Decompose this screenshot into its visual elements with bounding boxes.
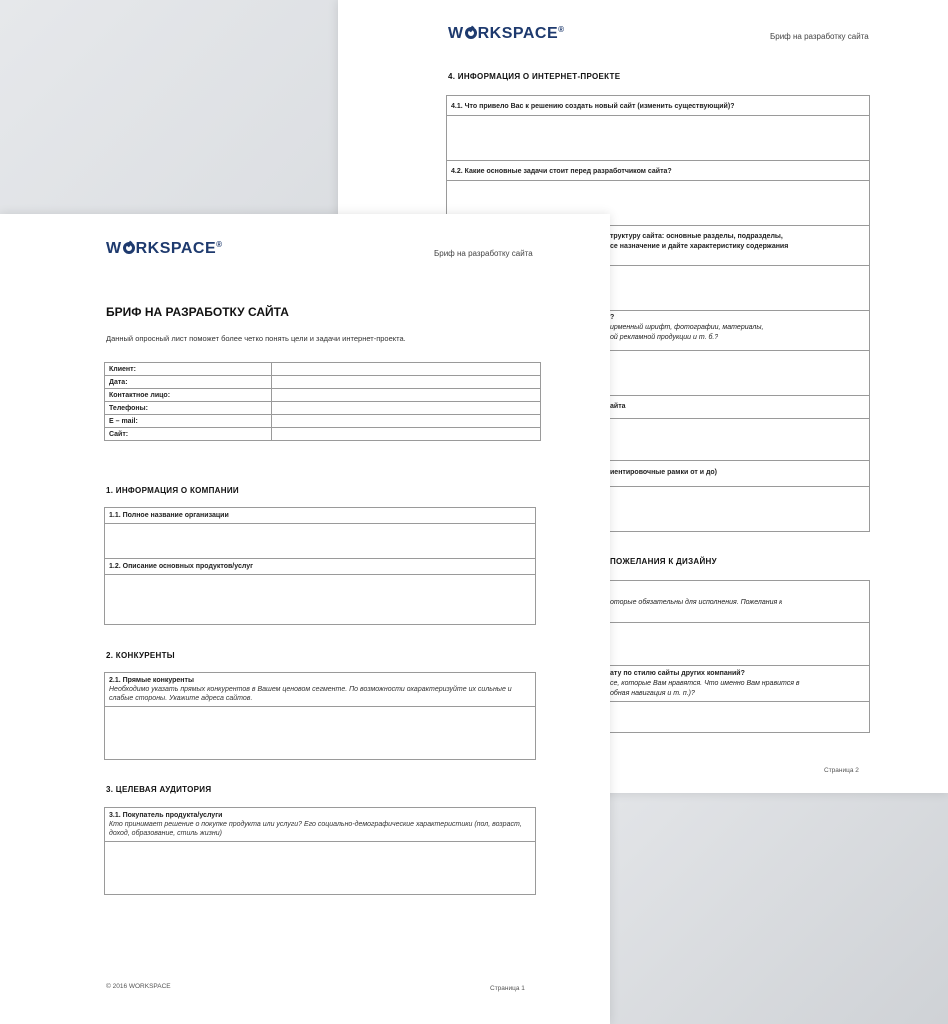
page-title: БРИФ НА РАЗРАБОТКУ САЙТА bbox=[106, 305, 289, 319]
info-value-field[interactable] bbox=[272, 389, 541, 402]
section-3-title: 3. ЦЕЛЕВАЯ АУДИТОРИЯ bbox=[106, 785, 212, 794]
info-value-field[interactable] bbox=[272, 376, 541, 389]
info-value-field[interactable] bbox=[272, 415, 541, 428]
answer-1-2-field[interactable] bbox=[105, 575, 535, 621]
section-4-title: 4. ИНФОРМАЦИЯ О ИНТЕРНЕТ-ПРОЕКТЕ bbox=[448, 72, 621, 81]
question-4-4-fragment-b: ирменный шрифт, фотографии, материалы, bbox=[610, 324, 764, 331]
header-doc-title: Бриф на разработку сайта bbox=[770, 32, 869, 41]
info-row bbox=[105, 415, 541, 428]
question-5-2-fragment-c: обная навигация и т. п.)? bbox=[610, 690, 695, 697]
document-page-1 bbox=[0, 214, 610, 1024]
info-row bbox=[105, 363, 541, 376]
info-value-field[interactable] bbox=[272, 428, 541, 441]
info-value-field[interactable] bbox=[272, 402, 541, 415]
workspace-logo: W RKSPACE® bbox=[106, 240, 223, 257]
workspace-logo: W RKSPACE® bbox=[448, 25, 565, 42]
info-label: Клиент: bbox=[105, 363, 272, 376]
question-4-4-fragment-a: ? bbox=[610, 314, 615, 321]
question-4-1: 4.1. Что привело Вас к решению создать новый сайт (изменить существующий)? bbox=[451, 103, 735, 110]
section-2-title: 2. КОНКУРЕНТЫ bbox=[106, 651, 175, 660]
logo-ring-icon bbox=[465, 27, 477, 39]
page-1-number: Страница 1 bbox=[490, 985, 525, 992]
client-info-table bbox=[104, 362, 541, 441]
question-4-4-fragment-c: ой рекламной продукции и т. б.? bbox=[610, 334, 719, 341]
logo-ring-icon bbox=[123, 242, 135, 254]
answer-1-1-field[interactable] bbox=[105, 524, 535, 558]
info-value-field[interactable] bbox=[272, 363, 541, 376]
competitors-box bbox=[104, 672, 536, 760]
info-row bbox=[105, 428, 541, 441]
copyright: © 2016 WORKSPACE bbox=[106, 983, 171, 990]
question-4-3-fragment-a: труктуру сайта: основные разделы, подразделы, bbox=[610, 233, 783, 240]
question-5-1-fragment: оторые обязательны для исполнения. Пожелания к bbox=[610, 599, 783, 606]
info-label: Дата: bbox=[105, 376, 272, 389]
header-doc-title: Бриф на разработку сайта bbox=[434, 249, 533, 258]
info-label: E – mail: bbox=[105, 415, 272, 428]
question-5-2-fragment-a: ату по стилю сайты других компаний? bbox=[610, 670, 745, 677]
company-info-box bbox=[104, 507, 536, 625]
info-row bbox=[105, 389, 541, 402]
question-3-1: 3.1. Покупатель продукта/услуги Кто принимает решение о покупке продукта или услуги? Его социально-демографические характеристики (пол, возраст, доход, образование, стиль жизни) bbox=[105, 808, 535, 842]
answer-2-1-field[interactable] bbox=[105, 707, 535, 749]
info-label: Контактное лицо: bbox=[105, 389, 272, 402]
question-4-6-fragment: иентировочные рамки от и до) bbox=[610, 469, 717, 476]
question-2-1: 2.1. Прямые конкуренты Необходимо указать прямых конкурентов в Вашем ценовом сегменте. По возможности охарактеризуйте их сильные и слабые стороны. Укажите адреса сайтов. bbox=[105, 673, 535, 707]
question-4-2: 4.2. Какие основные задачи стоит перед разработчиком сайта? bbox=[451, 168, 672, 175]
section-1-title: 1. ИНФОРМАЦИЯ О КОМПАНИИ bbox=[106, 486, 239, 495]
info-row bbox=[105, 402, 541, 415]
question-4-5-fragment: айта bbox=[610, 403, 626, 410]
audience-box bbox=[104, 807, 536, 895]
page-2-number: Страница 2 bbox=[824, 767, 859, 774]
info-label: Сайт: bbox=[105, 428, 272, 441]
info-row bbox=[105, 376, 541, 389]
question-1-2: 1.2. Описание основных продуктов/услуг bbox=[105, 558, 535, 575]
answer-3-1-field[interactable] bbox=[105, 842, 535, 884]
info-label: Телефоны: bbox=[105, 402, 272, 415]
question-5-2-fragment-b: се, которые Вам нравятся. Что именно Вам нравится в bbox=[610, 680, 800, 687]
question-1-1: 1.1. Полное название организации bbox=[105, 508, 535, 524]
question-4-3-fragment-b: се назначение и дайте характеристику содержания bbox=[610, 243, 789, 250]
section-5-title-fragment: ПОЖЕЛАНИЯ К ДИЗАЙНУ bbox=[610, 557, 717, 566]
intro-text: Данный опросный лист поможет более четко понять цели и задачи интернет-проекта. bbox=[106, 334, 406, 343]
